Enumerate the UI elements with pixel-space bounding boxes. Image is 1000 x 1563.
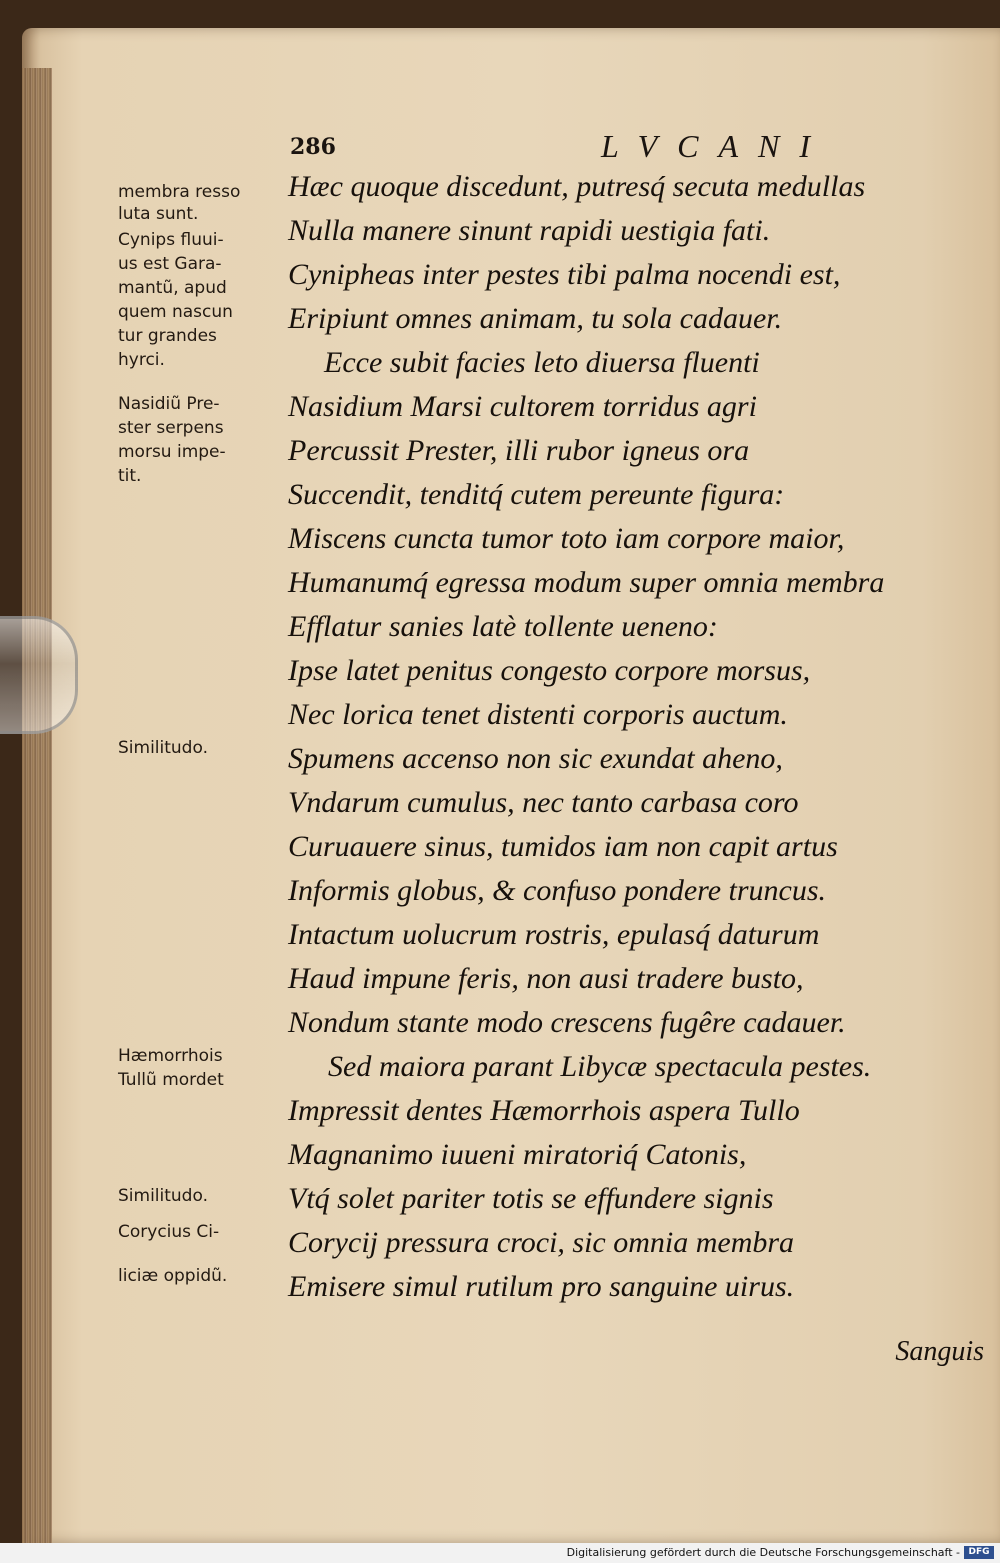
footer-credit: Digitalisierung gefördert durch die Deutsche Forschungsgemeinschaft - xyxy=(566,1546,960,1559)
margin-note-line: morsu impe- xyxy=(118,442,226,462)
page-edges xyxy=(22,68,52,1548)
margin-note-line: luta sunt. xyxy=(118,204,199,224)
margin-note-line: quem nascun xyxy=(118,302,233,322)
verse-line: Vtq́ solet pariter totis se effundere signis xyxy=(288,1182,774,1215)
margin-note-line: membra resso xyxy=(118,182,241,202)
margin-note-line: Similitudo. xyxy=(118,1186,208,1206)
verse-line: Efflatur sanies latè tollente ueneno: xyxy=(288,610,718,643)
margin-note-line: Corycius Ci- xyxy=(118,1222,220,1242)
verse-line: Vndarum cumulus, nec tanto carbasa coro xyxy=(288,786,799,819)
margin-note-line: mantũ, apud xyxy=(118,278,227,298)
verse-line: Haud impune feris, non ausi tradere busto, xyxy=(288,962,804,995)
verse-line: Nec lorica tenet distenti corporis auctum. xyxy=(288,698,788,731)
margin-note-line: Similitudo. xyxy=(118,738,208,758)
margin-note-line: tur grandes xyxy=(118,326,217,346)
verse-line: Nulla manere sinunt rapidi uestigia fati. xyxy=(288,214,771,247)
verse-line: Corycij pressura croci, sic omnia membra xyxy=(288,1226,795,1259)
verse-line: Ecce subit facies leto diuersa fluenti xyxy=(324,346,760,379)
verse-line: Hæc quoque discedunt, putresq́ secuta medullas xyxy=(288,170,866,203)
margin-note-line: tit. xyxy=(118,466,142,486)
margin-note-line: us est Gara- xyxy=(118,254,222,274)
verse-line: Sed maiora parant Libycæ spectacula pestes. xyxy=(328,1050,872,1083)
running-title: LVCANI xyxy=(600,128,830,164)
margin-note-line: liciæ oppidũ. xyxy=(118,1266,228,1286)
margin-note-line: hyrci. xyxy=(118,350,165,370)
margin-note-line: Tullũ mordet xyxy=(118,1070,224,1090)
digitization-footer xyxy=(0,1543,1000,1563)
margin-note-line: Cynips fluui- xyxy=(118,230,224,250)
verse-line: Percussit Prester, illi rubor igneus ora xyxy=(288,434,750,467)
verse-line: Impressit dentes Hæmorrhois aspera Tullo xyxy=(288,1094,800,1127)
margin-note-line: ster serpens xyxy=(118,418,224,438)
verse-line: Magnanimo iuueni miratoriq́ Catonis, xyxy=(288,1138,747,1171)
verse-line: Nondum stante modo crescens fugêre cadauer. xyxy=(288,1006,846,1039)
verse-line: Miscens cuncta tumor toto iam corpore maior, xyxy=(288,522,845,555)
verse-line: Eripiunt omnes animam, tu sola cadauer. xyxy=(288,302,783,335)
margin-note-line: Nasidiũ Pre- xyxy=(118,394,220,414)
verse-line: Curuauere sinus, tumidos iam non capit artus xyxy=(288,830,838,863)
verse-line: Intactum uolucrum rostris, epulasq́ daturum xyxy=(288,918,820,951)
catchword: Sanguis xyxy=(895,1336,984,1367)
verse-line: Cynipheas inter pestes tibi palma nocendi est, xyxy=(288,258,841,291)
verse-line: Emisere simul rutilum pro sanguine uirus. xyxy=(288,1270,795,1303)
verse-line: Succendit, tenditq́ cutem pereunte figura: xyxy=(288,478,785,511)
margin-note-line: Hæmorrhois xyxy=(118,1046,223,1066)
verse-line: Ipse latet penitus congesto corpore morsus, xyxy=(288,654,811,687)
verse-line: Spumens accenso non sic exundat aheno, xyxy=(288,742,783,775)
page-header xyxy=(290,128,830,168)
verse-line: Humanumq́ egressa modum super omnia membra xyxy=(288,566,885,599)
verse-line: Nasidium Marsi cultorem torridus agri xyxy=(288,390,757,423)
book-clasp xyxy=(0,616,78,734)
folio-number: 286 xyxy=(290,134,336,160)
verse-line: Informis globus, & confuso pondere truncus. xyxy=(288,874,827,907)
dfg-logo-icon[interactable]: DFG xyxy=(964,1546,994,1559)
